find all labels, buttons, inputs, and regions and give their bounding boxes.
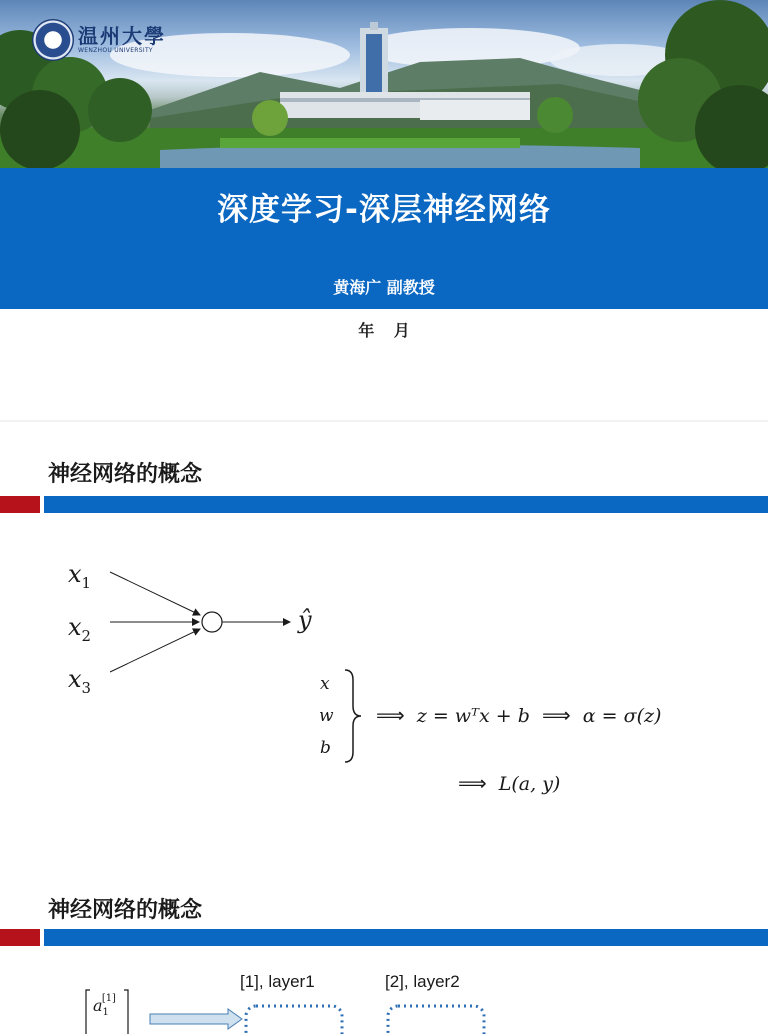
output-yhat: ŷ [298,606,312,634]
university-seal-icon: W [32,19,74,61]
slide-author: 黄海广 副教授 [333,278,435,297]
campus-banner [0,0,768,168]
heading-bar-blue [44,496,768,513]
slide-divider [0,420,768,422]
edge-x3 [110,629,200,672]
heading-bar-red [0,496,40,513]
var-w: w [319,706,334,726]
input-x3: $x_3$ [68,665,92,697]
loss-equation: ⟹ L(a, y) [458,771,561,795]
layer2-label: [2], layer2 [385,972,460,991]
vector-entry: $a_1[1]$ [93,992,116,1019]
input-arrow [150,1009,242,1029]
input-x1: $x_1$ [68,560,92,592]
layer2-box [388,1006,484,1034]
section-heading-2: 神经网络的概念 [48,898,203,923]
layer1-label: [1], layer1 [240,972,315,991]
input-x2: $x_2$ [68,613,92,645]
section-heading: 神经网络的概念 [48,462,203,487]
slide-title: 深度学习-深层神经网络 [217,192,551,228]
neuron-diagram [0,555,768,695]
layer1-box [246,1006,342,1034]
forward-equation: ⟹ z = wᵀx + b ⟹ α = σ(z) [376,703,662,727]
var-x: x [320,674,330,694]
heading-bar-blue-2 [44,929,768,946]
neuron-node [202,612,222,632]
vector-bracket-right [124,990,128,1034]
right-brace [343,668,363,764]
heading-bar-red-2 [0,929,40,946]
var-b: b [320,738,331,758]
logo-chinese-name: 温州大學 [78,24,166,48]
logo-english-name: WENZHOU UNIVERSITY [78,47,153,54]
vector-bracket-left [86,990,90,1034]
university-logo [32,18,166,62]
edge-x1 [110,572,200,615]
slide-date: 年 月 [358,321,410,340]
